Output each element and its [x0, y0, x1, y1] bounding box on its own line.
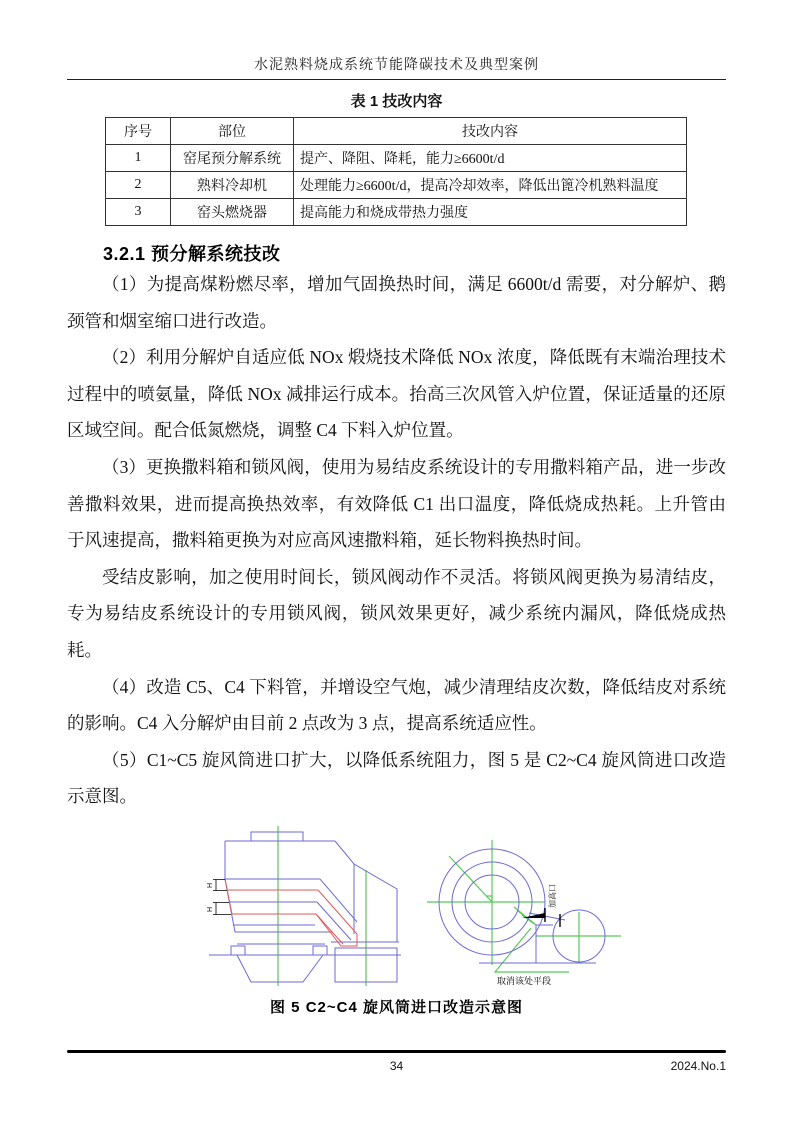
cyclone-side-view-drawing: [185, 822, 407, 992]
dimension-h1-label: H: [207, 882, 214, 888]
col-header-content: 技改内容: [294, 118, 687, 145]
cell-part: 窑头燃烧器: [171, 199, 294, 226]
col-header-no: 序号: [106, 118, 171, 145]
dimension-h2-label: H: [207, 906, 214, 912]
table-caption: 表 1 技改内容: [350, 93, 443, 110]
footer-rule: [67, 1050, 726, 1053]
page-number: 34: [389, 1059, 404, 1073]
tech-modification-table: [105, 117, 687, 226]
paragraph: （1）为提高煤粉燃尽率，增加气固换热时间，满足 6600t/d 需要，对分解炉、鹅颈管和烟室缩口进行改造。: [67, 274, 726, 331]
running-header-title: 水泥熟料烧成系统节能降碳技术及典型案例: [254, 58, 539, 73]
cell-part: 熟料冷却机: [171, 172, 294, 199]
header-rule: [67, 79, 726, 80]
paragraph: 受结皮影响，加之使用时间长，锁风阀动作不灵活。将锁风阀更换为易清结皮，专为易结皮系统设计的专用锁风阀，锁风效果更好，减少系统内漏风，降低烧成热耗。: [67, 566, 726, 660]
raise-opening-label: 加高口: [548, 884, 557, 908]
cell-no: 2: [106, 172, 171, 199]
paragraph: （5）C1~C5 旋风筒进口扩大，以降低系统阻力，图 5 是 C2~C4 旋风筒进口改造示意图。: [67, 749, 726, 807]
cell-part: 窑尾预分解系统: [171, 145, 294, 172]
cell-content: 处理能力≥6600t/d，提高冷却效率，降低出篦冷机熟料温度: [294, 172, 687, 199]
body-text: [67, 266, 726, 815]
cyclone-outline: [209, 832, 401, 982]
table-row: [106, 199, 687, 226]
table-row: [106, 145, 687, 172]
figure-caption: 图 5 C2~C4 旋风筒进口改造示意图: [270, 999, 523, 1016]
centerlines: [278, 826, 366, 986]
paragraph: （3）更换撒料箱和锁风阀，使用为易结皮系统设计的专用撒料箱产品，进一步改善撒料效果，进而提高换热效率，有效降低 C1 出口温度，降低烧成热耗。上升管由于风速提高，撒料箱更换为对应高风速撒料箱，延长物料换热时间。: [67, 456, 726, 551]
modification-lines: [225, 879, 357, 946]
paragraph: （2）利用分解炉自适应低 NOx 煅烧技术降低 NOx 浓度，降低既有末端治理技术过程中的喷氨量，降低 NOx 减排运行成本。抬高三次风管入炉位置，保证适量的还原区域空间。配合低氮燃烧，调整 C4 下料入炉位置。: [67, 347, 726, 441]
table-header-row: [106, 118, 687, 145]
issue-label: 2024.No.1: [670, 1059, 726, 1073]
table-row: [106, 172, 687, 199]
plan-outline: [439, 849, 605, 963]
cancel-flat-label: 取消该处平段: [497, 976, 552, 986]
cell-content: 提高能力和烧成带热力强度: [294, 199, 687, 226]
figure-5: [67, 820, 726, 996]
col-header-part: 部位: [171, 118, 294, 145]
paragraph: （4）改造 C5、C4 下料管，并增设空气炮，减少清理结皮次数，降低结皮对系统的影响。C4 入分解炉由目前 2 点改为 3 点，提高系统适应性。: [67, 676, 726, 734]
cell-content: 提产、降阻、降耗，能力≥6600t/d: [294, 145, 687, 172]
cyclone-plan-view-drawing: [419, 828, 629, 994]
cell-no: 3: [106, 199, 171, 226]
cell-no: 1: [106, 145, 171, 172]
section-heading: 3.2.1 预分解系统技改: [103, 244, 281, 264]
